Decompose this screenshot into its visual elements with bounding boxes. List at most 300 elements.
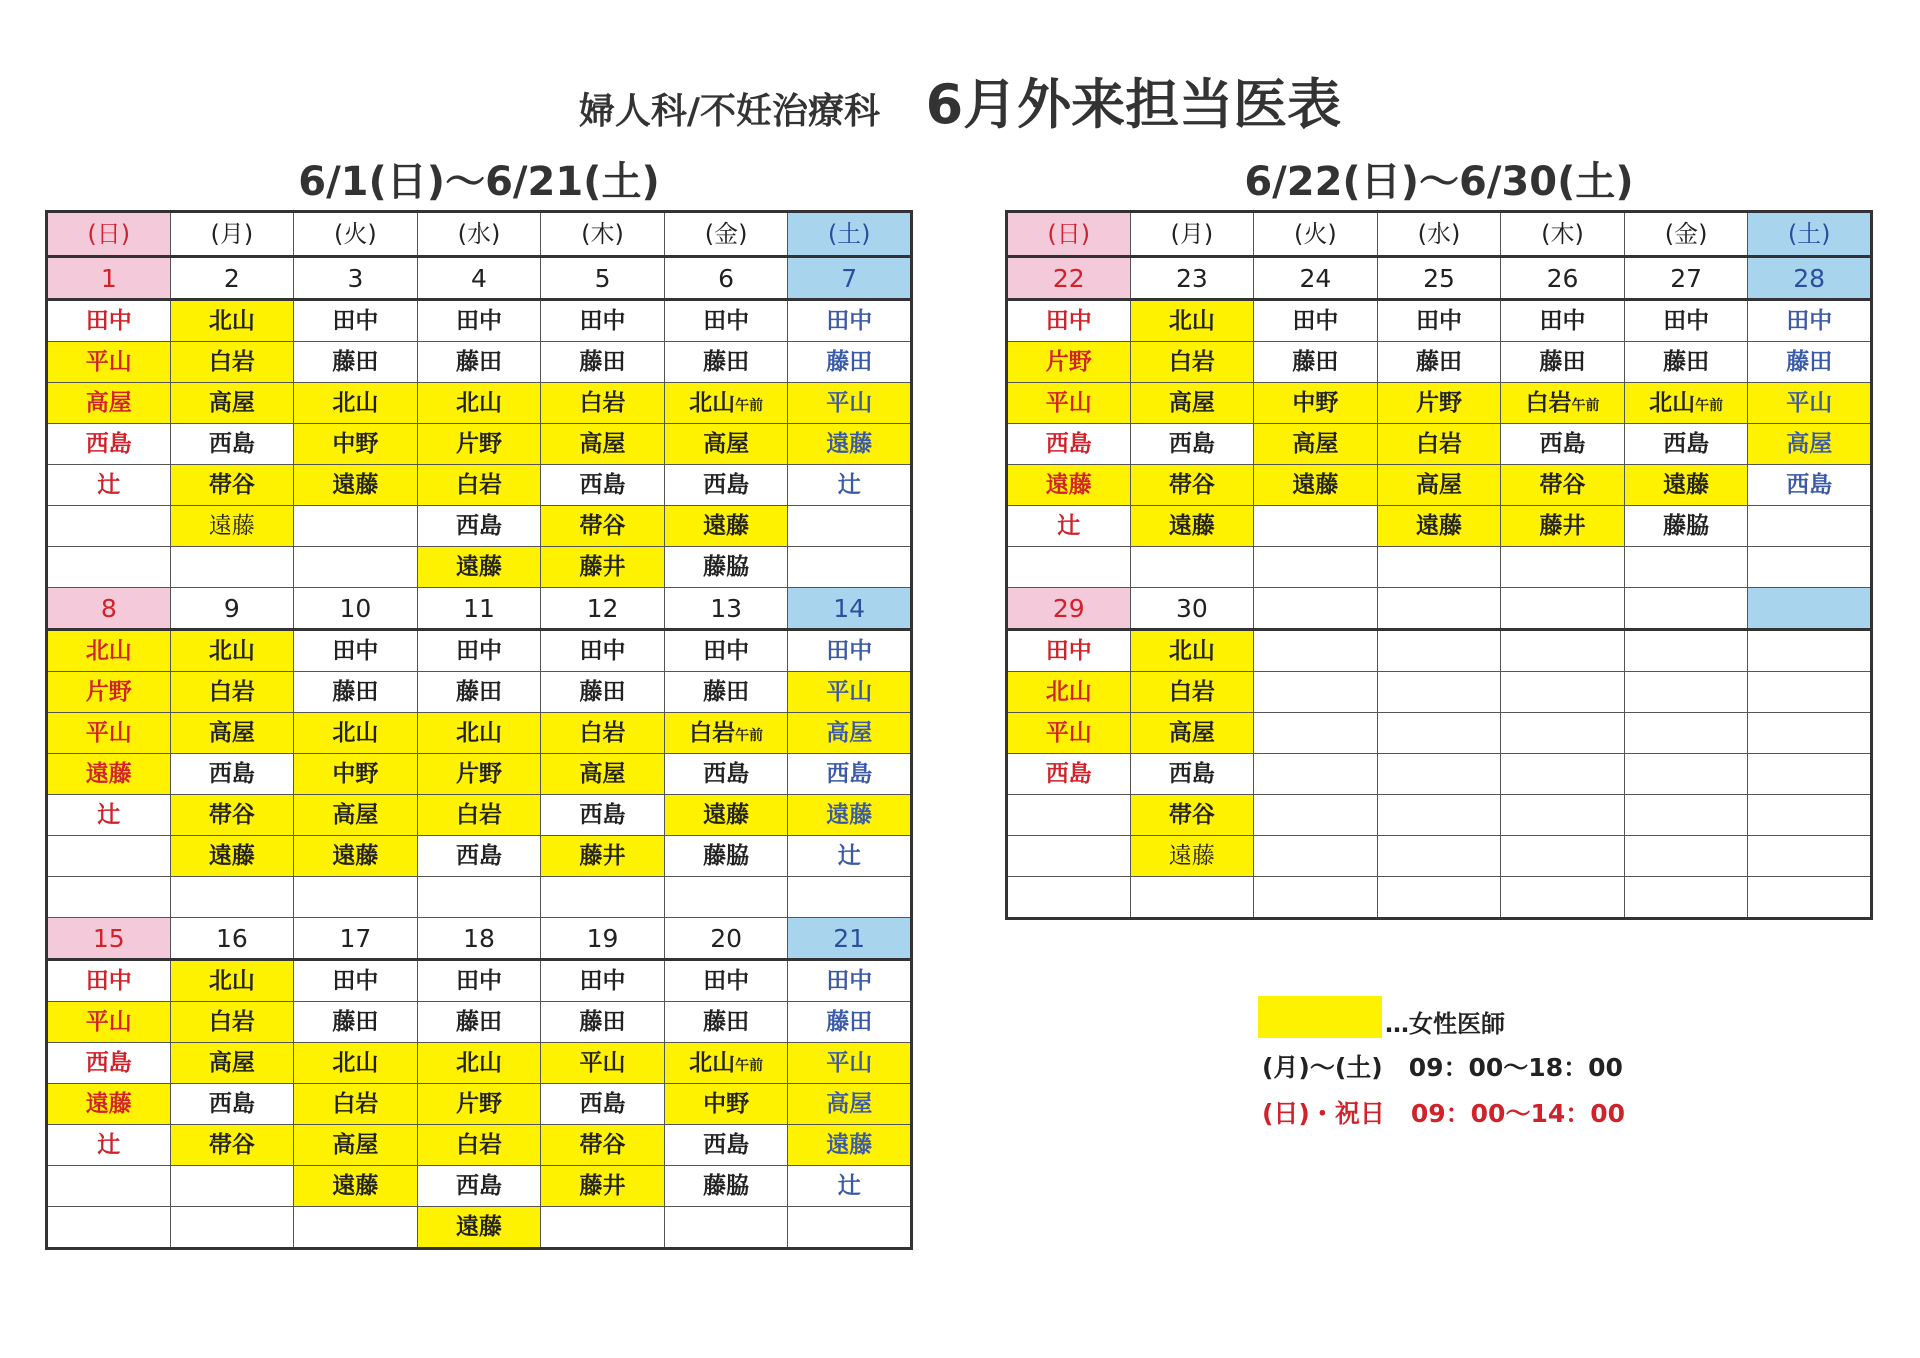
- doctor-name: 高屋: [85, 389, 132, 416]
- weekday-header-row: [47, 212, 912, 257]
- doctor-cell: [1377, 795, 1501, 836]
- doctor-name: 高屋: [703, 430, 750, 457]
- doctor-cell: [1624, 424, 1748, 465]
- weekday-header: (金): [664, 212, 788, 257]
- doctor-name: 田中: [579, 967, 626, 994]
- doctor-cell: [1624, 672, 1748, 713]
- date-cell: [1748, 588, 1872, 630]
- doctor-cell: [1748, 300, 1872, 342]
- date-cell: 16: [170, 918, 294, 960]
- doctor-name: 藤田: [703, 678, 750, 705]
- doctor-cell: [294, 465, 418, 506]
- doctor-cell: [541, 960, 665, 1002]
- doctor-cell: [541, 754, 665, 795]
- doctor-cell: [541, 1166, 665, 1207]
- page-title: [0, 62, 1920, 139]
- doctor-cell: [1624, 836, 1748, 877]
- doctor-name: 白岩: [579, 719, 626, 746]
- date-cell: [1377, 588, 1501, 630]
- doctor-cell: [788, 342, 912, 383]
- doctor-name: 藤田: [703, 1008, 750, 1035]
- doctor-cell: [294, 300, 418, 342]
- doctor-cell: [1624, 630, 1748, 672]
- doctor-cell: [47, 1207, 171, 1249]
- doctor-name: 藤田: [826, 348, 873, 375]
- right-date-range: 6/22(日)〜6/30(土): [1244, 159, 1634, 205]
- doctor-row: [47, 547, 912, 588]
- doctor-cell: [1130, 630, 1254, 672]
- doctor-name: 遠藤: [1663, 471, 1710, 498]
- doctor-cell: [1748, 547, 1872, 588]
- doctor-row: [1007, 465, 1872, 506]
- doctor-cell: [788, 547, 912, 588]
- doctor-cell: [541, 547, 665, 588]
- doctor-name: 遠藤: [703, 512, 750, 539]
- doctor-cell: [1377, 672, 1501, 713]
- doctor-name: 遠藤: [85, 760, 132, 787]
- doctor-cell: [1748, 506, 1872, 547]
- doctor-cell: [1624, 465, 1748, 506]
- doctor-cell: [170, 465, 294, 506]
- doctor-name: 北山: [455, 719, 502, 746]
- date-cell: [1624, 588, 1748, 630]
- doctor-cell: [1254, 713, 1378, 754]
- doctor-cell: [1501, 630, 1625, 672]
- doctor-name: 高屋: [1786, 430, 1833, 457]
- doctor-cell: [664, 1084, 788, 1125]
- doctor-cell: [294, 836, 418, 877]
- holiday-days: (日)・祝日: [1262, 1099, 1385, 1128]
- doctor-name: 帯谷: [579, 512, 626, 539]
- doctor-cell: [541, 836, 665, 877]
- doctor-name: 高屋: [208, 1049, 255, 1076]
- doctor-row: [47, 424, 912, 465]
- date-cell: [1501, 588, 1625, 630]
- doctor-cell: [1748, 836, 1872, 877]
- doctor-cell: [1748, 342, 1872, 383]
- doctor-name: 遠藤: [455, 1213, 502, 1240]
- weekday-header: (日): [47, 212, 171, 257]
- doctor-cell: [664, 672, 788, 713]
- doctor-cell: [1748, 465, 1872, 506]
- doctor-cell: [1501, 424, 1625, 465]
- doctor-name: 白岩: [208, 678, 255, 705]
- doctor-name: 北山: [332, 719, 379, 746]
- weekday-hours: [1262, 1048, 1623, 1084]
- doctor-name: 高屋: [332, 801, 379, 828]
- doctor-cell: [417, 877, 541, 918]
- doctor-name: 平山: [1786, 389, 1833, 416]
- doctor-name: 北山: [208, 307, 255, 334]
- morning-only-note: 午前: [1695, 397, 1724, 414]
- doctor-cell: [47, 1084, 171, 1125]
- doctor-name: 田中: [1045, 637, 1092, 664]
- doctor-name: 帯谷: [208, 1131, 255, 1158]
- date-row: [1007, 588, 1872, 630]
- doctor-name: 藤井: [1539, 512, 1586, 539]
- doctor-name: 北山: [1045, 678, 1092, 705]
- date-cell: 2: [170, 257, 294, 300]
- doctor-name: 片野: [455, 760, 502, 787]
- date-cell: 30: [1130, 588, 1254, 630]
- doctor-cell: [294, 1043, 418, 1084]
- doctor-cell: [47, 1166, 171, 1207]
- doctor-cell: [1130, 383, 1254, 424]
- doctor-name: 白岩: [455, 471, 502, 498]
- doctor-cell: [1254, 383, 1378, 424]
- doctor-cell: [1007, 795, 1131, 836]
- doctor-name: 西島: [455, 842, 502, 869]
- doctor-cell: [47, 465, 171, 506]
- doctor-name: 中野: [332, 760, 379, 787]
- doctor-cell: [294, 424, 418, 465]
- doctor-cell: [664, 383, 788, 424]
- doctor-cell: [541, 1125, 665, 1166]
- doctor-cell: [1624, 877, 1748, 919]
- doctor-name: 平山: [85, 1008, 132, 1035]
- doctor-name: 田中: [85, 307, 132, 334]
- doctor-name: 藤田: [826, 1008, 873, 1035]
- doctor-name: 遠藤: [208, 842, 255, 869]
- doctor-name: 高屋: [579, 430, 626, 457]
- doctor-cell: [664, 342, 788, 383]
- doctor-cell: [417, 672, 541, 713]
- doctor-cell: [417, 383, 541, 424]
- doctor-name: 田中: [1292, 307, 1339, 334]
- doctor-name: 遠藤: [1292, 471, 1339, 498]
- doctor-cell: [1130, 672, 1254, 713]
- doctor-row: [47, 383, 912, 424]
- doctor-cell: [1501, 754, 1625, 795]
- doctor-name: 藤井: [579, 553, 626, 580]
- doctor-name: 高屋: [208, 389, 255, 416]
- doctor-cell: [417, 713, 541, 754]
- doctor-name: 西島: [85, 1049, 132, 1076]
- doctor-name: 辻: [97, 801, 121, 828]
- date-row: [47, 918, 912, 960]
- doctor-cell: [1624, 547, 1748, 588]
- morning-only-note: 午前: [735, 1057, 764, 1074]
- date-cell: 11: [417, 588, 541, 630]
- doctor-name: 帯谷: [1168, 801, 1215, 828]
- doctor-cell: [664, 547, 788, 588]
- doctor-row: [1007, 754, 1872, 795]
- doctor-cell: [47, 342, 171, 383]
- date-cell: 7: [788, 257, 912, 300]
- doctor-cell: [541, 877, 665, 918]
- doctor-name: 西島: [1663, 430, 1710, 457]
- doctor-row: [47, 877, 912, 918]
- doctor-cell: [1254, 342, 1378, 383]
- doctor-name: 辻: [97, 1131, 121, 1158]
- doctor-cell: [1377, 713, 1501, 754]
- doctor-cell: [1007, 506, 1131, 547]
- doctor-cell: [294, 547, 418, 588]
- doctor-cell: [294, 506, 418, 547]
- doctor-cell: [1130, 465, 1254, 506]
- doctor-cell: [170, 300, 294, 342]
- doctor-cell: [1130, 836, 1254, 877]
- schedule-title: 6月外来担当医表: [925, 73, 1342, 136]
- date-cell: 28: [1748, 257, 1872, 300]
- doctor-cell: [170, 630, 294, 672]
- doctor-cell: [1007, 877, 1131, 919]
- doctor-cell: [170, 1084, 294, 1125]
- doctor-cell: [417, 754, 541, 795]
- date-cell: 19: [541, 918, 665, 960]
- doctor-cell: [294, 713, 418, 754]
- doctor-row: [47, 465, 912, 506]
- weekday-header: (水): [1377, 212, 1501, 257]
- doctor-cell: [417, 424, 541, 465]
- doctor-name: 田中: [579, 637, 626, 664]
- doctor-cell: [1377, 342, 1501, 383]
- doctor-name: 田中: [826, 637, 873, 664]
- date-cell: 26: [1501, 257, 1625, 300]
- doctor-name: 高屋: [208, 719, 255, 746]
- doctor-name: 西島: [1045, 760, 1092, 787]
- doctor-cell: [47, 836, 171, 877]
- doctor-cell: [47, 672, 171, 713]
- date-cell: 13: [664, 588, 788, 630]
- doctor-cell: [1501, 506, 1625, 547]
- doctor-name: 高屋: [826, 1090, 873, 1117]
- doctor-name: 藤脇: [703, 1172, 750, 1199]
- doctor-cell: [170, 960, 294, 1002]
- doctor-cell: [1254, 300, 1378, 342]
- doctor-cell: [1748, 383, 1872, 424]
- doctor-name: 田中: [1786, 307, 1833, 334]
- doctor-cell: [1501, 547, 1625, 588]
- doctor-cell: [664, 1002, 788, 1043]
- doctor-cell: [1624, 795, 1748, 836]
- doctor-cell: [47, 713, 171, 754]
- doctor-name: 西島: [703, 760, 750, 787]
- doctor-name: 白岩: [1168, 678, 1215, 705]
- doctor-cell: [47, 1125, 171, 1166]
- doctor-cell: [541, 424, 665, 465]
- doctor-name: 藤脇: [703, 842, 750, 869]
- doctor-cell: [788, 1125, 912, 1166]
- doctor-cell: [788, 506, 912, 547]
- doctor-cell: [1501, 342, 1625, 383]
- doctor-cell: [541, 1043, 665, 1084]
- date-cell: 5: [541, 257, 665, 300]
- weekday-days: (月)〜(土): [1262, 1053, 1383, 1082]
- doctor-name: 片野: [1045, 348, 1092, 375]
- doctor-name: 平山: [826, 1049, 873, 1076]
- doctor-name: 藤田: [332, 678, 379, 705]
- doctor-cell: [417, 547, 541, 588]
- doctor-name: 藤田: [332, 348, 379, 375]
- doctor-row: [1007, 795, 1872, 836]
- doctor-name: 北山: [689, 1049, 736, 1076]
- doctor-cell: [47, 630, 171, 672]
- doctor-name: 西島: [579, 1090, 626, 1117]
- doctor-cell: [664, 465, 788, 506]
- doctor-name: 高屋: [1168, 389, 1215, 416]
- doctor-cell: [417, 1043, 541, 1084]
- weekday-header: (水): [417, 212, 541, 257]
- doctor-cell: [541, 383, 665, 424]
- doctor-name: 帯谷: [208, 801, 255, 828]
- doctor-name: 西島: [208, 1090, 255, 1117]
- date-cell: 29: [1007, 588, 1131, 630]
- doctor-cell: [170, 1166, 294, 1207]
- doctor-name: 北山: [689, 389, 736, 416]
- doctor-name: 西島: [1786, 471, 1833, 498]
- doctor-cell: [1254, 836, 1378, 877]
- doctor-cell: [664, 630, 788, 672]
- date-cell: 3: [294, 257, 418, 300]
- doctor-cell: [1501, 836, 1625, 877]
- doctor-name: 遠藤: [332, 471, 379, 498]
- doctor-cell: [417, 1207, 541, 1249]
- doctor-cell: [541, 672, 665, 713]
- doctor-row: [1007, 713, 1872, 754]
- doctor-name: 帯谷: [1168, 471, 1215, 498]
- weekday-header: (木): [541, 212, 665, 257]
- doctor-cell: [1624, 300, 1748, 342]
- doctor-name: 高屋: [579, 760, 626, 787]
- doctor-cell: [417, 506, 541, 547]
- doctor-name: 片野: [85, 678, 132, 705]
- doctor-cell: [1254, 877, 1378, 919]
- weekday-time: 09：00〜18：00: [1408, 1053, 1623, 1082]
- doctor-cell: [1130, 877, 1254, 919]
- doctor-name: 西島: [85, 430, 132, 457]
- doctor-cell: [664, 877, 788, 918]
- doctor-cell: [170, 1043, 294, 1084]
- doctor-name: 北山: [1168, 637, 1215, 664]
- doctor-name: 北山: [332, 389, 379, 416]
- doctor-cell: [788, 1084, 912, 1125]
- doctor-cell: [1007, 672, 1131, 713]
- doctor-cell: [1624, 713, 1748, 754]
- doctor-name: 帯谷: [579, 1131, 626, 1158]
- doctor-cell: [1130, 547, 1254, 588]
- date-cell: 8: [47, 588, 171, 630]
- doctor-cell: [541, 300, 665, 342]
- doctor-cell: [1130, 713, 1254, 754]
- doctor-name: 藤田: [1415, 348, 1462, 375]
- doctor-cell: [294, 1207, 418, 1249]
- doctor-cell: [294, 630, 418, 672]
- doctor-name: 北山: [455, 389, 502, 416]
- doctor-cell: [664, 1043, 788, 1084]
- doctor-cell: [1501, 713, 1625, 754]
- doctor-cell: [1254, 630, 1378, 672]
- doctor-name: 平山: [1045, 719, 1092, 746]
- doctor-name: 遠藤: [826, 430, 873, 457]
- doctor-cell: [788, 424, 912, 465]
- date-cell: 12: [541, 588, 665, 630]
- doctor-cell: [417, 300, 541, 342]
- doctor-row: [47, 1002, 912, 1043]
- doctor-name: 白岩: [1525, 389, 1572, 416]
- doctor-name: 西島: [1168, 430, 1215, 457]
- doctor-name: 辻: [1057, 512, 1081, 539]
- doctor-row: [47, 1207, 912, 1249]
- doctor-cell: [1377, 877, 1501, 919]
- doctor-cell: [664, 960, 788, 1002]
- doctor-cell: [47, 506, 171, 547]
- doctor-name: 白岩: [689, 719, 736, 746]
- doctor-cell: [1624, 754, 1748, 795]
- doctor-name: 藤田: [455, 678, 502, 705]
- doctor-cell: [1007, 383, 1131, 424]
- doctor-row: [47, 506, 912, 547]
- doctor-cell: [664, 836, 788, 877]
- doctor-name: 辻: [97, 471, 121, 498]
- doctor-name: 平山: [85, 719, 132, 746]
- doctor-cell: [170, 713, 294, 754]
- doctor-cell: [664, 506, 788, 547]
- doctor-name: 藤田: [1539, 348, 1586, 375]
- doctor-cell: [1748, 877, 1872, 919]
- doctor-name: 田中: [1539, 307, 1586, 334]
- doctor-cell: [1254, 506, 1378, 547]
- doctor-name: 田中: [455, 637, 502, 664]
- doctor-name: 藤田: [1663, 348, 1710, 375]
- date-cell: 20: [664, 918, 788, 960]
- doctor-cell: [541, 465, 665, 506]
- doctor-name: 平山: [826, 678, 873, 705]
- doctor-name: 辻: [837, 842, 861, 869]
- date-cell: 4: [417, 257, 541, 300]
- date-cell: 6: [664, 257, 788, 300]
- doctor-cell: [170, 836, 294, 877]
- doctor-cell: [294, 1166, 418, 1207]
- doctor-row: [47, 342, 912, 383]
- doctor-name: 西島: [579, 801, 626, 828]
- doctor-cell: [1377, 630, 1501, 672]
- doctor-name: 西島: [703, 1131, 750, 1158]
- doctor-name: 西島: [826, 760, 873, 787]
- doctor-name: 田中: [1415, 307, 1462, 334]
- doctor-row: [1007, 300, 1872, 342]
- doctor-name: 遠藤: [455, 553, 502, 580]
- doctor-name: 北山: [208, 637, 255, 664]
- doctor-name: 遠藤: [1168, 512, 1215, 539]
- doctor-cell: [1254, 424, 1378, 465]
- doctor-name: 遠藤: [1045, 471, 1092, 498]
- weekday-header: (火): [1254, 212, 1378, 257]
- doctor-cell: [47, 300, 171, 342]
- doctor-cell: [1007, 342, 1131, 383]
- doctor-name: 藤田: [455, 1008, 502, 1035]
- doctor-row: [47, 960, 912, 1002]
- doctor-name: 田中: [703, 307, 750, 334]
- doctor-name: 遠藤: [703, 801, 750, 828]
- doctor-cell: [1748, 754, 1872, 795]
- doctor-row: [1007, 547, 1872, 588]
- doctor-cell: [170, 424, 294, 465]
- date-cell: 21: [788, 918, 912, 960]
- morning-only-note: 午前: [735, 727, 764, 744]
- doctor-cell: [1254, 465, 1378, 506]
- doctor-name: 帯谷: [208, 471, 255, 498]
- doctor-name: 藤田: [579, 678, 626, 705]
- doctor-row: [47, 300, 912, 342]
- doctor-row: [47, 1043, 912, 1084]
- doctor-name: 平山: [85, 348, 132, 375]
- doctor-name: 遠藤: [85, 1090, 132, 1117]
- date-cell: 25: [1377, 257, 1501, 300]
- doctor-cell: [170, 547, 294, 588]
- schedule-table-right: [1005, 210, 1873, 920]
- doctor-name: 片野: [455, 430, 502, 457]
